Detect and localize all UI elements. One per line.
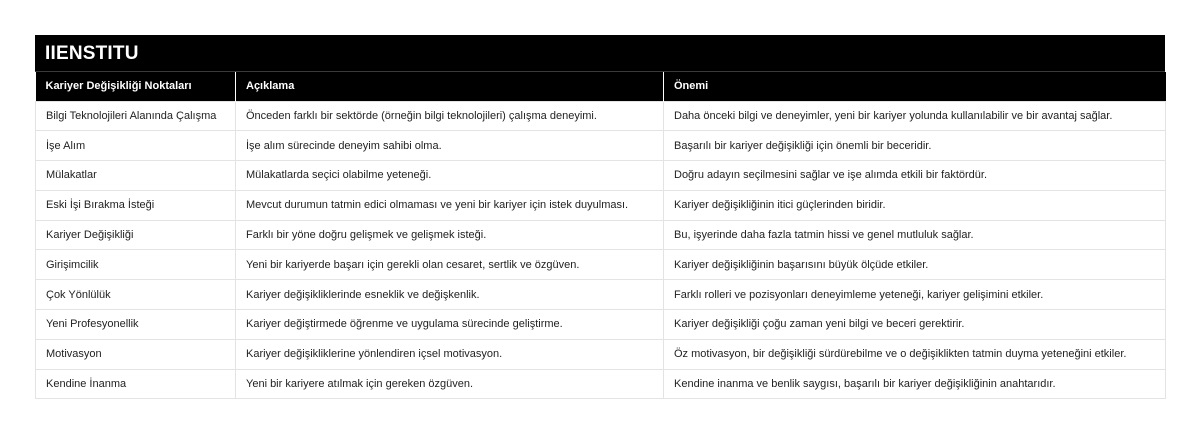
header-description: Açıklama bbox=[236, 72, 664, 101]
cell-importance: Kariyer değişikliğinin itici güçlerinden biridir. bbox=[664, 190, 1166, 220]
cell-importance: Kariyer değişikliği çoğu zaman yeni bilgi ve beceri gerektirir. bbox=[664, 310, 1166, 340]
cell-point: Yeni Profesyonellik bbox=[36, 310, 236, 340]
brand-title: IIENSTITU bbox=[35, 35, 1165, 72]
table-row bbox=[36, 161, 1166, 191]
cell-importance: Daha önceki bilgi ve deneyimler, yeni bir kariyer yolunda kullanılabilir ve bir avantaj sağlar. bbox=[664, 101, 1166, 131]
cell-importance: Bu, işyerinde daha fazla tatmin hissi ve genel mutluluk sağlar. bbox=[664, 220, 1166, 250]
cell-description: Yeni bir kariyerde başarı için gerekli olan cesaret, sertlik ve özgüven. bbox=[236, 250, 664, 280]
career-change-table bbox=[35, 72, 1166, 399]
cell-importance: Kariyer değişikliğinin başarısını büyük ölçüde etkiler. bbox=[664, 250, 1166, 280]
cell-point: Eski İşi Bırakma İsteği bbox=[36, 190, 236, 220]
cell-point: Mülakatlar bbox=[36, 161, 236, 191]
table-row bbox=[36, 339, 1166, 369]
cell-importance: Başarılı bir kariyer değişikliği için önemli bir beceridir. bbox=[664, 131, 1166, 161]
cell-point: Girişimcilik bbox=[36, 250, 236, 280]
cell-importance: Farklı rolleri ve pozisyonları deneyimleme yeteneği, kariyer gelişimini etkiler. bbox=[664, 280, 1166, 310]
table-row bbox=[36, 131, 1166, 161]
table-container bbox=[35, 35, 1165, 399]
cell-point: Motivasyon bbox=[36, 339, 236, 369]
cell-description: Mevcut durumun tatmin edici olmaması ve yeni bir kariyer için istek duyulması. bbox=[236, 190, 664, 220]
cell-description: Kariyer değişikliklerinde esneklik ve değişkenlik. bbox=[236, 280, 664, 310]
cell-importance: Kendine inanma ve benlik saygısı, başarılı bir kariyer değişikliğinin anahtarıdır. bbox=[664, 369, 1166, 399]
cell-point: İşe Alım bbox=[36, 131, 236, 161]
cell-description: İşe alım sürecinde deneyim sahibi olma. bbox=[236, 131, 664, 161]
cell-description: Farklı bir yöne doğru gelişmek ve gelişmek isteği. bbox=[236, 220, 664, 250]
table-row bbox=[36, 280, 1166, 310]
cell-point: Kendine İnanma bbox=[36, 369, 236, 399]
table-header-row bbox=[36, 72, 1166, 101]
cell-description: Kariyer değiştirmede öğrenme ve uygulama sürecinde geliştirme. bbox=[236, 310, 664, 340]
cell-point: Kariyer Değişikliği bbox=[36, 220, 236, 250]
cell-description: Yeni bir kariyere atılmak için gereken özgüven. bbox=[236, 369, 664, 399]
cell-description: Mülakatlarda seçici olabilme yeteneği. bbox=[236, 161, 664, 191]
table-row bbox=[36, 190, 1166, 220]
cell-importance: Doğru adayın seçilmesini sağlar ve işe alımda etkili bir faktördür. bbox=[664, 161, 1166, 191]
header-importance: Önemi bbox=[664, 72, 1166, 101]
table-row bbox=[36, 250, 1166, 280]
cell-importance: Öz motivasyon, bir değişikliği sürdürebilme ve o değişiklikten tatmin duyma yeteneğini etkiler. bbox=[664, 339, 1166, 369]
cell-point: Bilgi Teknolojileri Alanında Çalışma bbox=[36, 101, 236, 131]
table-row bbox=[36, 101, 1166, 131]
cell-point: Çok Yönlülük bbox=[36, 280, 236, 310]
cell-description: Kariyer değişikliklerine yönlendiren içsel motivasyon. bbox=[236, 339, 664, 369]
table-row bbox=[36, 220, 1166, 250]
table-row bbox=[36, 369, 1166, 399]
header-points: Kariyer Değişikliği Noktaları bbox=[36, 72, 236, 101]
table-row bbox=[36, 310, 1166, 340]
cell-description: Önceden farklı bir sektörde (örneğin bilgi teknolojileri) çalışma deneyimi. bbox=[236, 101, 664, 131]
